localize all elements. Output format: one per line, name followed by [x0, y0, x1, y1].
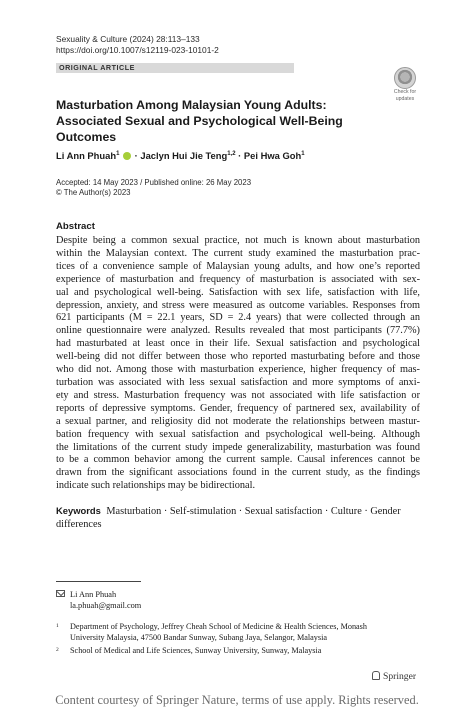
- abstract-line: had masturbated at least once in their life. Sexual satisfaction and psychological: [56, 338, 420, 350]
- abstract-line: 621 participants (M = 22.1 years, SD = 2.4 years) that were collected through an: [56, 312, 420, 324]
- abstract-line: who did not. Among those with masturbation experience, higher frequency of mas-: [56, 364, 420, 376]
- affiliation-1: [56, 622, 386, 643]
- keywords-label: Keywords: [56, 505, 101, 516]
- author-affiliation-ref: 1: [301, 151, 305, 157]
- affiliation-number: 1: [56, 623, 59, 629]
- abstract-line: online questionnaire were analyzed. Results revealed that most participants (77.7%): [56, 325, 420, 337]
- author-list: [56, 148, 305, 162]
- courtesy-watermark: Content courtesy of Springer Nature, terms of use apply. Rights reserved.: [55, 693, 419, 707]
- affiliation-text: Department of Psychology, Jeffrey Cheah School of Medicine & Health Sciences, Monash University Malaysia, 47500 Bandar Sunway, Subang Jaya, Selangor, Malaysia: [70, 622, 367, 642]
- abstract-line: indicate such relationships may be bidirectional.: [56, 480, 256, 492]
- author-affiliation-ref: 1: [116, 151, 120, 157]
- check-updates-line2: updates: [395, 95, 415, 102]
- springer-horse-icon: [372, 671, 380, 680]
- keywords: [56, 505, 420, 532]
- affiliation-text: School of Medical and Life Sciences, Sunway University, Sunway, Malaysia: [70, 646, 322, 655]
- publisher-name: Springer: [383, 671, 417, 682]
- abstract-line: Despite being a common sexual practice, not much is known about masturbation: [56, 235, 420, 246]
- abstract-line: reports of depressive symptoms. Gender, frequency of partnered sex, availability of: [56, 402, 420, 414]
- doi-link[interactable]: https://doi.org/10.1007/s12119-023-10101-2: [56, 45, 219, 55]
- accepted-published-dates: Accepted: 14 May 2023 / Published online: 26 May 2023: [56, 178, 252, 187]
- author-affiliation-ref: 1,2: [227, 151, 236, 157]
- author-name[interactable]: Li Ann Phuah: [56, 150, 117, 161]
- corresponding-author: [56, 589, 141, 611]
- abstract-body: [56, 235, 420, 493]
- abstract-line: ual and psychological well-being. Satisfaction with sex life, satisfaction with life,: [56, 286, 420, 298]
- abstract-line: tices of a convenience sample of Malaysian young adults, and how one’s reported: [56, 260, 420, 272]
- keywords-list: Masturbation · Self-stimulation · Sexual satisfaction · Culture · Gender differences: [56, 506, 401, 530]
- abstract-line: experience of masturbation and frequency of masturbation is associated with sex-: [56, 273, 420, 285]
- abstract-line: ety and stress. Masturbation frequency was not associated with life satisfaction or: [56, 389, 420, 401]
- publisher-logo: [372, 671, 416, 682]
- article-type-banner: ORIGINAL ARTICLE: [56, 63, 294, 73]
- author-separator: ·: [238, 150, 242, 161]
- abstract-line: depression, anxiety, and stress were measured as outcome variables. Responses from: [56, 299, 420, 311]
- check-for-updates-badge[interactable]: [389, 67, 421, 101]
- abstract-line: bation frequency with sexual satisfaction and psychological well-being. Although: [56, 428, 420, 440]
- abstract-heading: Abstract: [56, 221, 95, 232]
- abstract-line: to be a common behavior among the current sample. Causal inferences cannot be: [56, 454, 420, 466]
- check-updates-icon: [394, 67, 416, 89]
- publication-dates: [56, 178, 251, 198]
- abstract-line: turbation was associated with less sexual satisfaction and more symptoms of anxi-: [56, 376, 420, 388]
- journal-citation: Sexuality & Culture (2024) 28:113–133: [56, 34, 200, 44]
- envelope-icon: [56, 590, 65, 597]
- affiliation-2: [56, 646, 386, 657]
- abstract-line: within the Malaysian context. The current study examined the masturbation prac-: [56, 247, 420, 259]
- copyright-line: © The Author(s) 2023: [56, 188, 131, 197]
- footnote-divider: [56, 581, 141, 582]
- corresponding-email[interactable]: la.phuah@gmail.com: [70, 601, 142, 610]
- author-name[interactable]: Jaclyn Hui Jie Teng: [140, 150, 228, 161]
- author-name[interactable]: Pei Hwa Goh: [243, 150, 302, 161]
- abstract-line: the limitations of the current study impede generalizability, masturbation was found: [56, 441, 420, 453]
- affiliation-number: 2: [56, 647, 59, 653]
- abstract-line: a sexual partner, and religiosity did not moderate the relationships between mastur-: [56, 415, 420, 427]
- abstract-line: well-being did not differ between those who reported masturbating before and those: [56, 351, 420, 363]
- author-separator: ·: [134, 150, 138, 161]
- corresponding-name: Li Ann Phuah: [70, 590, 117, 599]
- article-title: Masturbation Among Malaysian Young Adults: Associated Sexual and Psychological Well-Being Outcomes: [56, 98, 343, 144]
- orcid-icon[interactable]: [123, 152, 131, 160]
- abstract-line: drawn from the significant associations found in the current study, as the findings: [56, 467, 420, 479]
- check-updates-line1: Check for: [393, 89, 417, 95]
- journal-header: [56, 34, 219, 56]
